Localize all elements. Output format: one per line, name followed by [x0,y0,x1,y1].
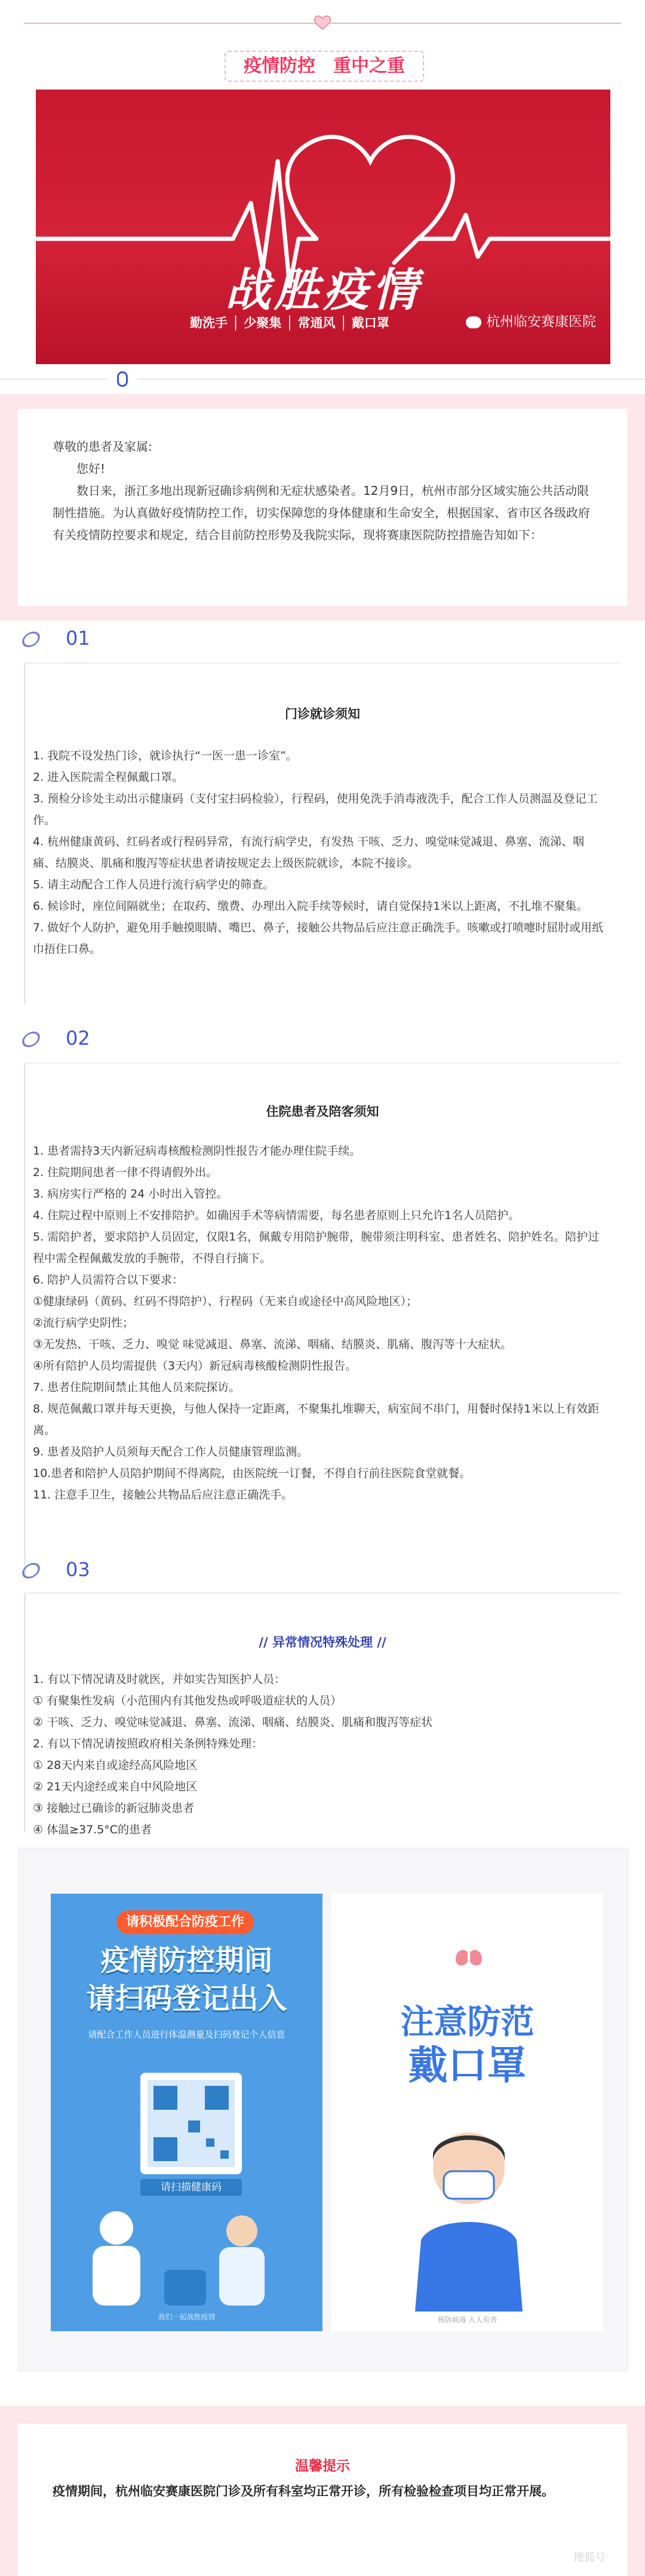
list-item: 5. 需陪护者，要求陪护人员固定，仅限1名，佩戴专用陪护腕带，腕带须注明科室、患者姓名、陪护姓名。陪护过程中需全程佩戴发放的手腕带，不得自行摘下。 [33,1230,600,1265]
poster-right-title-line1: 注意防范 [400,2003,535,2042]
section-03-bar [24,1594,26,1833]
page-title: 疫情防控 重中之重 [244,56,405,76]
banner-hospital-name: 杭州临安赛康医院 [486,314,596,330]
list-item: ② 21天内途经或来自中风险地区 [33,1780,198,1793]
list-item: 5. 请主动配合工作人员进行流行病学史的筛查。 [33,878,275,891]
banner-hospital [466,310,596,330]
wechat-icon [466,316,481,328]
tip-text: 疫情期间，杭州临安赛康医院门诊及所有科室均正常开诊，所有检验检查项目均正常开展。 [53,2484,554,2498]
page-title-box [225,51,424,82]
banner-title: 战胜疫情 [225,263,421,316]
poster-right-title-line2: 戴口罩 [408,2042,527,2088]
list-item: ③ 接触过已确诊的新冠肺炎患者 [33,1802,195,1815]
scroll-indicator [117,371,128,387]
poster-left-title [51,1941,322,2018]
list-item: ① 有聚集性发病（小范围内有其他发热或呼吸道症状的人员） [33,1694,342,1707]
section-01-title: 门诊就诊须知 [285,707,360,721]
list-item: 2. 进入医院需全程佩戴口罩。 [33,771,184,784]
scan-code-poster [51,1894,322,2331]
mask-poster [331,1894,603,2331]
list-item: 1. 患者需持3天内新冠病毒核酸检测阴性报告才能办理住院手续。 [33,1144,361,1158]
poster-right-foot: 预防病毒 人人有责 [437,2316,497,2324]
section-02-bar [24,1064,26,1577]
list-item: 6. 陪护人员需符合以下要求： [33,1273,184,1287]
list-item: 8. 规范佩戴口罩并每天更换，与他人保持一定距离，不聚集扎堆聊天，病室间不串门，用餐时保持1米以上有效距离。 [33,1402,600,1437]
masked-person-illustration [397,2120,540,2312]
section-01-list [33,745,605,960]
notice-greeting: 尊敬的患者及家属: [53,439,152,454]
section-02-number: 02 [66,1027,90,1050]
poster-left-foot: 我们一起战胜疫情 [158,2313,216,2321]
medical-staff-illustration [63,2204,311,2306]
scroll-track-left [0,378,108,380]
notice-body: 数日来，浙江多地出现新冠确诊病例和无症状感染者。12月9日，杭州市部分区域实施公共活动限制性措施。为认真做好疫情防控工作，切实保障您的身体健康和生命安全，根据国家、省市区各级政府有关疫情防控要求和规定，结合目前防控形势及我院实际，现将赛康医院防控措施告知如下： [53,484,590,542]
section-02-title: 住院患者及陪客须知 [266,1104,379,1119]
scroll-track-right [137,378,645,380]
banner-slogan: 勤洗手 │ 少聚集 │ 常通风 │ 戴口罩 [190,316,389,330]
poster-left-sub: 请配合工作人员进行体温测量及扫码登记个人信息 [88,2029,285,2040]
section-01-icon [20,632,42,647]
list-item: ②流行病学史阴性； [33,1316,134,1329]
notice-text [53,436,590,546]
poster-left-title-line1: 疫情防控期间 [100,1944,273,1977]
list-item: 7. 患者住院期间禁止其他人员来院探访。 [33,1381,241,1394]
list-item: 2. 住院期间患者一律不得请假外出。 [33,1166,218,1179]
section-01-number: 01 [66,627,90,650]
list-item: ① 28天内来自或途经高风险地区 [33,1759,198,1772]
notice-hello: 您好! [76,461,106,476]
qr-label: 请扫描健康码 [140,2179,242,2196]
list-item: ③无发热、干咳、乏力、嗅觉 味觉减退、鼻塞、流涕、咽痛、结膜炎、肌痛、腹泻等十大症状。 [33,1338,512,1351]
section-02-list [33,1140,605,1506]
list-item: ② 干咳、乏力、嗅觉味觉减退、鼻塞、流涕、咽痛、结膜炎、肌痛和腹泻等症状 [33,1716,433,1729]
list-item: 10.患者和陪护人员陪护期间不得离院，由医院统一订餐，不得自行前往医院食堂就餐。 [33,1467,471,1480]
list-item: 11. 注意手卫生，接触公共物品后应注意正确洗手。 [33,1488,293,1501]
campaign-banner [36,90,610,364]
list-item: 6. 候诊时，座位间隔就坐；在取药、缴费、办理出入院手续等候时，请自觉保持1米以上距离，不扎堆不聚集。 [33,900,588,913]
list-item: ①健康绿码（黄码、红码不得陪护）、行程码（无来自或途径中高风险地区）； [33,1295,418,1308]
list-item: 2. 有以下情况请按照政府相关条例特殊处理： [33,1737,263,1750]
list-item: ④ 体温≥37.5°C的患者 [33,1823,152,1836]
list-item: 1. 有以下情况请及时就医，并如实告知医护人员： [33,1673,286,1686]
list-item: 3. 预检分诊处主动出示健康码（支付宝扫码检验），行程码，使用免洗手消毒液洗手，配合工作人员测温及登记工作。 [33,792,598,827]
list-item: 3. 病房实行严格的 24 小时出入管控。 [33,1187,228,1201]
list-item: 7. 做好个人防护，避免用手触摸眼睛、嘴巴、鼻子，接触公共物品后应注意正确洗手。咳嗽或打喷嚏时屈肘或用纸巾捂住口鼻。 [33,921,604,956]
list-item: 4. 杭州健康黄码、红码者或行程码异常，有流行病学史，有发热 干咳、乏力、嗅觉味觉减退、鼻塞、流涕、咽痛、结膜炎、肌痛和腹泻等症状患者请按规定去上级医院就诊，本院不接诊。 [33,835,585,870]
tip-title: 温馨提示 [295,2458,350,2474]
section-03-list [33,1669,605,1841]
list-item: 1. 我院不设发热门诊，就诊执行“一医一患一诊室”。 [33,749,297,762]
list-item: 9. 患者及陪护人员须每天配合工作人员健康管理监测。 [33,1445,309,1458]
qr-code-icon [140,2073,242,2174]
list-item: ④所有陪护人员均需提供（3天内）新冠病毒核酸检测阴性报告。 [33,1359,357,1372]
poster-tag: 请积极配合防疫工作 [116,1910,254,1934]
watermark: 搜狐号 [573,2552,606,2564]
poster-left-title-line2: 请扫码登记出入 [86,1982,287,2015]
section-03-icon [20,1563,42,1578]
section-03-title: // 异常情况特殊处理 // [259,1635,386,1649]
list-item: 4. 住院过程中原则上不安排陪护。如确因手术等病情需要，每名患者原则上只允许1名人员陪护。 [33,1209,520,1222]
lungs-icon [451,1935,487,1971]
heart-logo-icon [311,13,334,31]
section-02-icon [20,1032,42,1047]
poster-right-title [331,2001,603,2087]
section-03-number: 03 [66,1558,90,1581]
